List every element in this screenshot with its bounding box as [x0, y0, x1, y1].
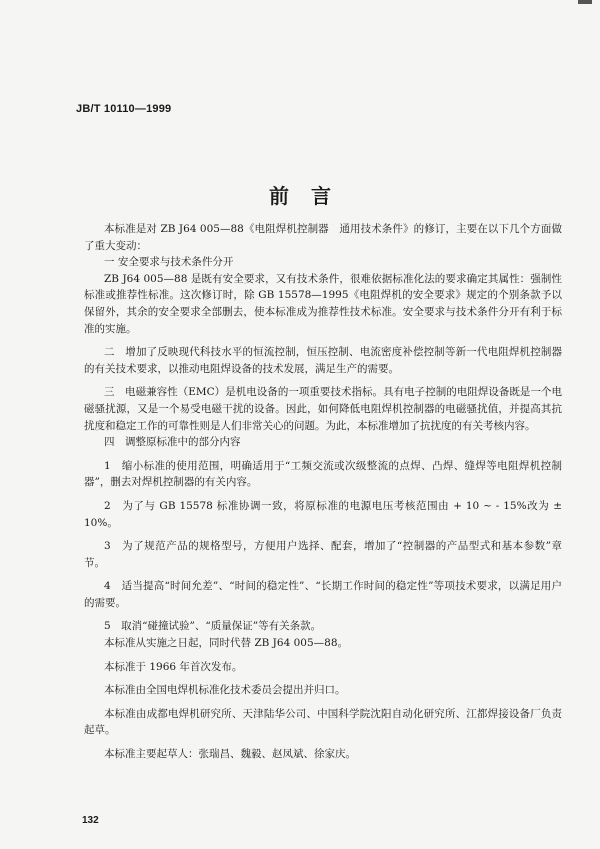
paragraph-section-4-heading: 四 调整原标准中的部分内容 — [104, 436, 241, 449]
paragraph-proposer: 本标准由全国电焊机标准化技术委员会提出并归口。 — [104, 684, 346, 697]
paragraph-intro: 本标准是对 ZB J64 005—88《电阻焊机控制器 通用技术条件》的修订，主要在以下几个方面做了重大变动： — [84, 223, 562, 252]
paragraph-section-1-heading: 一 安全要求与技术条件分开 — [104, 256, 234, 269]
paragraph-supersede: 本标准从实施之日起，同时代替 ZB J64 005—88。 — [104, 637, 348, 650]
paragraph-section-3: 三 电磁兼容性（EMC）是机电设备的一项重要技术指标。具有电子控制的电阻焊设备既是一个电磁骚扰源，又是一个易受电磁干扰的设备。因此，如何降低电阻焊机控制器的电磁骚扰值，并提高其抗扰度和稳定工作的可靠性则是人们非常关心的问题。为此，本标准增加了抗扰度的有关考核内容。 — [84, 386, 562, 432]
paragraph-item-1: 1 缩小标准的使用范围，明确适用于“工频交流或次级整流的点焊、凸焊、缝焊等电阻焊机控制器”，删去对焊机控制器的有关内容。 — [84, 459, 562, 489]
corner-mark — [578, 0, 592, 4]
paragraph-item-3: 3 为了规范产品的规格型号，方便用户选择、配套，增加了“控制器的产品型式和基本参数”章节。 — [84, 540, 562, 569]
paragraph-item-5: 5 取消“碰撞试验”、“质量保证”等有关条款。 — [104, 620, 322, 633]
paragraph-drafters: 本标准主要起草人：张瑞昌、魏毅、赵凤斌、徐家庆。 — [104, 748, 356, 761]
paragraph-section-1-body: ZB J64 005—88 是既有安全要求，又有技术条件，很难依据标准化法的要求确定其属性：强制性标准或推荐性标准。这次修订时，除 GB 15578—1995《电阻焊机的安全要求》规定的个别条款予以保留外，其余的安全要求全部删去，使本标准成为推荐性技术标准。安全要求与技术条件分开有利于标准的实施。 — [84, 272, 562, 335]
standard-code: JB/T 10110—1999 — [76, 103, 172, 115]
foreword-body — [84, 221, 562, 763]
paragraph-section-2: 二 增加了反映现代科技水平的恒流控制，恒压控制、电流密度补偿控制等新一代电阻焊机控制器的有关技术要求，以推动电阻焊设备的技术发展，满足生产的需要。 — [84, 346, 562, 375]
page-number: 132 — [82, 815, 99, 826]
paragraph-drafting-units: 本标准由成都电焊机研究所、天津陆华公司、中国科学院沈阳自动化研究所、江都焊接设备厂负责起草。 — [84, 707, 562, 737]
paragraph-item-2: 2 为了与 GB 15578 标准协调一致，将原标准的电源电压考核范围由 + 10 ~ - 15%改为 ± 10%。 — [84, 499, 562, 529]
page-title: 前言 — [269, 184, 353, 208]
paragraph-item-4: 4 适当提高“时间允差”、“时间的稳定性”、“长期工作时间的稳定性”等项技术要求，以满足用户的需要。 — [84, 580, 562, 609]
paragraph-first-issue: 本标准于 1966 年首次发布。 — [104, 660, 243, 673]
